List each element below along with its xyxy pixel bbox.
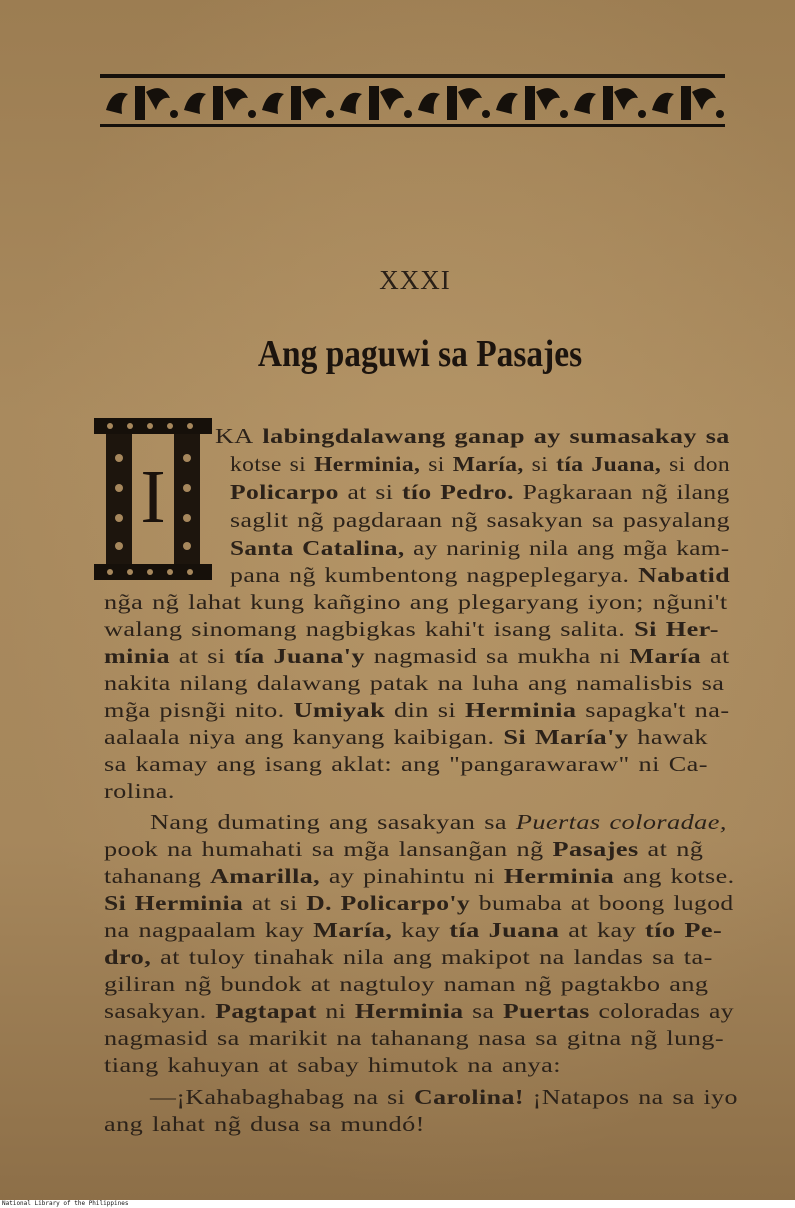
text-line xyxy=(150,1085,738,1110)
text-run: pook na humahati sa mg̃a lansang̃an ng̃ xyxy=(104,837,553,861)
text-run: at xyxy=(701,644,730,668)
ornament-bud xyxy=(716,110,724,118)
text-run: Pagkaraan ng̃ ilang xyxy=(514,480,730,504)
text-run: sasakyan. xyxy=(104,999,216,1023)
text-line xyxy=(104,671,724,696)
text-line xyxy=(104,590,728,615)
text-run: tía Juana, xyxy=(556,452,662,476)
text-run: at si xyxy=(338,480,402,504)
text-run: ¡Natapos na sa iyo xyxy=(523,1085,738,1109)
text-run: ng̃a ng̃ lahat kung kañgino ang plegaryang iyon; ng̃uni't xyxy=(104,590,728,614)
text-run: Herminia xyxy=(503,864,615,888)
text-run: na nagpaalam kay xyxy=(104,918,314,942)
text-run: Herminia xyxy=(354,999,464,1023)
border-rule-top xyxy=(100,74,725,78)
border-rule-bottom xyxy=(100,124,725,127)
text-run: mg̃a pisng̃i nito. xyxy=(104,698,294,722)
text-run: sa kamay ang isang aklat: ang "pangarawaraw" ni Ca- xyxy=(104,752,708,776)
text-run: Si Herminia xyxy=(104,891,244,915)
text-line xyxy=(230,480,730,505)
text-run: Policarpo xyxy=(230,480,339,504)
text-run: Si María'y xyxy=(503,725,629,749)
ornament-leaf xyxy=(224,88,248,110)
text-line xyxy=(150,810,727,835)
text-run: ni xyxy=(316,999,355,1023)
text-run: saglit ng̃ pagdaraan ng̃ sasakyan sa pasyalang xyxy=(230,508,730,532)
text-run: at tuloy tinahak nila ang makipot na landas sa ta- xyxy=(151,945,713,969)
text-line xyxy=(104,891,734,916)
text-line xyxy=(104,864,735,889)
text-line xyxy=(104,1026,724,1051)
text-run: pana ng̃ kumbentong nagpeplegarya. xyxy=(230,563,639,587)
text-run: dro, xyxy=(104,945,152,969)
text-run: Puertas xyxy=(502,999,590,1023)
text-line xyxy=(104,999,734,1024)
text-run: ay narinig nila ang mg̃a kam- xyxy=(404,536,730,560)
text-run: coloradas ay xyxy=(589,999,734,1023)
ornament-bud xyxy=(248,110,256,118)
text-run: María xyxy=(629,644,702,668)
text-run: kay xyxy=(392,918,450,942)
ornament-leaf xyxy=(106,93,128,114)
ornamental-drop-cap xyxy=(94,418,212,580)
text-run: sapagka't na- xyxy=(576,698,730,722)
library-attribution: National Library of the Philippines xyxy=(2,1200,129,1207)
text-line xyxy=(104,1112,425,1137)
text-run: at kay xyxy=(559,918,646,942)
chapter-title: Ang paguwi sa Pasajes xyxy=(257,333,583,375)
text-line xyxy=(230,452,730,477)
text-run: Herminia, xyxy=(314,452,421,476)
text-line xyxy=(104,617,719,642)
ornament-leaf xyxy=(574,93,596,114)
text-run: Herminia xyxy=(465,698,577,722)
text-run: minia xyxy=(104,644,170,668)
text-run: D. Policarpo'y xyxy=(306,891,471,915)
ornament-stem xyxy=(681,86,691,120)
ornament-leaf xyxy=(418,93,440,114)
ornament-leaf xyxy=(458,88,482,110)
text-run: Carolina! xyxy=(414,1085,524,1109)
text-line xyxy=(104,1053,561,1078)
text-run: tía Juana xyxy=(449,918,560,942)
text-run: ay pinahintu ni xyxy=(320,864,504,888)
ornament-leaf xyxy=(496,93,518,114)
ornament-stem xyxy=(213,86,223,120)
text-run: María, xyxy=(313,918,393,942)
text-line xyxy=(230,508,730,533)
text-run: labingdalawang ganap ay sumasakay sa xyxy=(253,424,730,448)
text-run: ang kotse. xyxy=(614,864,735,888)
text-run: si xyxy=(420,452,453,476)
text-run: María, xyxy=(452,452,524,476)
text-line xyxy=(104,918,722,943)
ornament-bud xyxy=(326,110,334,118)
text-line xyxy=(104,972,708,997)
text-line xyxy=(104,644,730,669)
ornament-leaf xyxy=(340,93,362,114)
text-run: tahanang xyxy=(104,864,211,888)
text-run: Santa Catalina, xyxy=(230,536,405,560)
text-run: kotse si xyxy=(230,452,315,476)
decorative-header-border xyxy=(100,70,725,130)
text-run: Nabatid xyxy=(638,563,731,587)
ornament-leaf xyxy=(380,88,404,110)
text-run: Pagtapat xyxy=(215,999,317,1023)
text-run: Puertas coloradae, xyxy=(515,810,727,834)
text-run: tiang kahuyan at sabay himutok na anya: xyxy=(104,1053,561,1077)
ornament-stem xyxy=(291,86,301,120)
chapter-number: XXXI xyxy=(379,265,451,295)
ornament-bud xyxy=(638,110,646,118)
text-run: si don xyxy=(661,452,731,476)
text-line xyxy=(104,725,708,750)
text-run: KA xyxy=(215,424,254,448)
text-run: at si xyxy=(169,644,235,668)
text-line xyxy=(230,536,730,561)
ornament-leaf xyxy=(614,88,638,110)
floral-motif-row xyxy=(106,86,724,120)
text-run: Nang dumating ang sasakyan sa xyxy=(150,810,516,834)
text-run: Si Her- xyxy=(634,617,719,641)
text-run: —¡Kahabaghabag na si xyxy=(150,1085,415,1109)
ornament-stem xyxy=(603,86,613,120)
ornament-leaf xyxy=(146,88,170,110)
text-line xyxy=(104,779,175,804)
text-run: tía Juana'y xyxy=(234,644,365,668)
text-run: aalaala niya ang kanyang kaibigan. xyxy=(104,725,504,749)
ornament-leaf xyxy=(536,88,560,110)
ornament-leaf xyxy=(652,93,674,114)
ornament-stem xyxy=(135,86,145,120)
text-run: tío Pe- xyxy=(645,918,723,942)
text-run: din si xyxy=(385,698,466,722)
text-run: sa xyxy=(463,999,503,1023)
text-run: nakita nilang dalawang patak na luha ang namalisbis sa xyxy=(104,671,725,695)
ornament-stem xyxy=(525,86,535,120)
text-line xyxy=(104,837,703,862)
text-line xyxy=(104,698,730,723)
text-line xyxy=(215,424,730,449)
ornament-bud xyxy=(560,110,568,118)
text-run: nagmasid sa mukha ni xyxy=(364,644,630,668)
ornament-stem xyxy=(369,86,379,120)
text-run: Amarilla, xyxy=(210,864,321,888)
ornament-bud xyxy=(170,110,178,118)
text-run: hawak xyxy=(628,725,709,749)
text-line xyxy=(230,563,730,588)
text-run: at ng̃ xyxy=(638,837,704,861)
text-run: Umiyak xyxy=(293,698,386,722)
text-run: bumaba at boong lugod xyxy=(470,891,734,915)
ornament-leaf xyxy=(184,93,206,114)
text-line xyxy=(104,945,713,970)
text-run: giliran ng̃ bundok at nagtuloy naman ng̃ pagtakbo ang xyxy=(104,972,709,996)
text-run: nagmasid sa marikit na tahanang nasa sa gitna ng̃ lung- xyxy=(104,1026,725,1050)
text-run: at si xyxy=(243,891,307,915)
ornament-stem xyxy=(447,86,457,120)
text-run: rolina. xyxy=(104,779,175,803)
ornament-leaf xyxy=(692,88,716,110)
ornament-bud xyxy=(404,110,412,118)
text-run: si xyxy=(523,452,557,476)
text-run: Pasajes xyxy=(552,837,639,861)
ornament-bud xyxy=(482,110,490,118)
text-run: tío Pedro. xyxy=(401,480,515,504)
drop-cap-letter: I xyxy=(140,455,166,539)
ornament-leaf xyxy=(302,88,326,110)
text-run: walang sinomang nagbigkas kahi't isang salita. xyxy=(104,617,635,641)
text-run: ang lahat ng̃ dusa sa mundó! xyxy=(104,1112,425,1136)
text-line xyxy=(104,752,708,777)
ornament-leaf xyxy=(262,93,284,114)
